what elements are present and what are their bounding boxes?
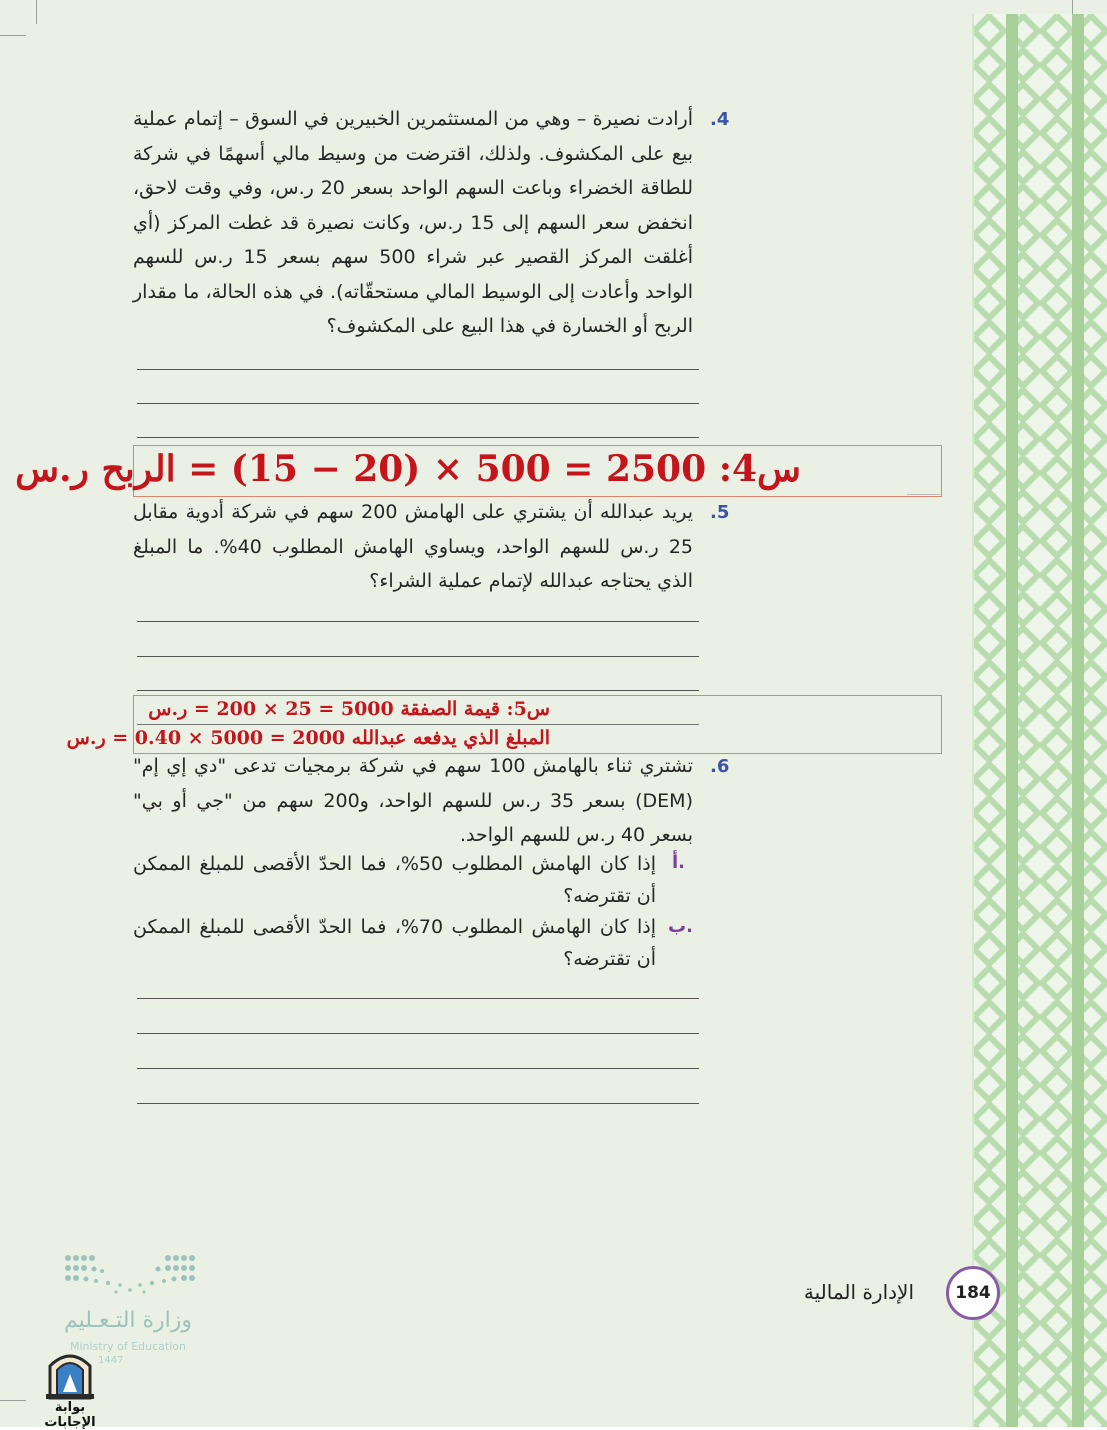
ministry-year: 1447 xyxy=(98,1355,124,1366)
crop-mark xyxy=(0,1400,26,1401)
answer-line xyxy=(137,1103,699,1104)
answer-line xyxy=(137,998,699,999)
answer-line xyxy=(137,403,699,404)
answer-line xyxy=(907,494,940,495)
sub-question-text: إذا كان الهامش المطلوب 70%، فما الحدّ الأقصى للمبلغ الممكن أن تقترضه؟ xyxy=(133,916,656,970)
sub-question-text: إذا كان الهامش المطلوب 50%، فما الحدّ الأقصى للمبلغ الممكن أن تقترضه؟ xyxy=(133,853,656,907)
ministry-name-en: Ministry of Education xyxy=(69,1340,186,1353)
page-number-badge: 184 xyxy=(946,1266,1000,1320)
question-number: .4 xyxy=(710,109,730,130)
decorative-border xyxy=(972,14,1107,1427)
answer-line xyxy=(137,621,699,622)
answer-line xyxy=(137,656,699,657)
question-number: .5 xyxy=(710,502,730,523)
answer-line xyxy=(137,437,699,438)
crop-mark xyxy=(0,35,26,36)
handwritten-answer: س4: 2500 = 500 × (20 − 15) = الربح ر.س xyxy=(15,448,801,490)
sub-question-letter: أ. xyxy=(672,852,686,873)
dots-logo-icon xyxy=(60,1250,200,1300)
question-number: .6 xyxy=(710,756,730,777)
answer-line xyxy=(137,369,699,370)
answer-line xyxy=(137,690,699,691)
handwritten-answer: س5: قيمة الصفقة 5000 = 25 × 200 = ر.س xyxy=(148,698,550,720)
section-title: الإدارة المالية xyxy=(803,1280,914,1304)
sub-question-letter: ب. xyxy=(668,916,693,937)
answer-line xyxy=(137,724,699,725)
question-text: تشتري ثناء بالهامش 100 سهم في شركة برمجيات تدعى "دي إي إم" (DEM) بسعر 35 ر.س للسهم الواحد، و200 سهم من "جي أو بي" بسعر 40 ر.س للسهم الواحد. xyxy=(133,755,693,846)
crop-mark xyxy=(36,0,37,24)
question-text: أرادت نصيرة – وهي من المستثمرين الخبيرين في السوق – إتمام عملية بيع على المكشوف. ولذلك، اقترضت من وسيط مالي أسهمًا في شركة للطاقة الخضراء وباعت السهم الواحد بسعر 20 ر.س، وفي وقت لاحق، انخفض سعر السهم إلى 15 ر.س، وكانت نصيرة قد غطت المركز (أي أغلقت المركز القصير عبر شراء 500 سهم بسعر 15 ر.س للسهم الواحد وأعادت إلى الوسيط المالي مستحقّاته). في هذه الحالة، ما مقدار الربح أو الخسارة في هذا البيع على المكشوف؟ xyxy=(133,108,693,337)
mosque-arch-icon xyxy=(30,1348,110,1400)
watermark-site-name: بوابة الإجابات xyxy=(44,1400,96,1430)
answer-line xyxy=(137,1033,699,1034)
diamond-pattern-icon xyxy=(972,14,1107,1427)
answer-line xyxy=(137,1068,699,1069)
ministry-name-ar: وزارة التـعـليم xyxy=(63,1308,193,1333)
watermark-logo xyxy=(30,1348,110,1430)
handwritten-answer: المبلغ الذي يدفعه عبدالله 2000 = 5000 × 0.40 = ر.س xyxy=(66,727,550,749)
question-text: يريد عبدالله أن يشتري على الهامش 200 سهم في شركة أدوية مقابل 25 ر.س للسهم الواحد، ويساوي الهامش المطلوب 40%. ما المبلغ الذي يحتاجه عبدالله لإتمام عملية الشراء؟ xyxy=(133,501,693,592)
